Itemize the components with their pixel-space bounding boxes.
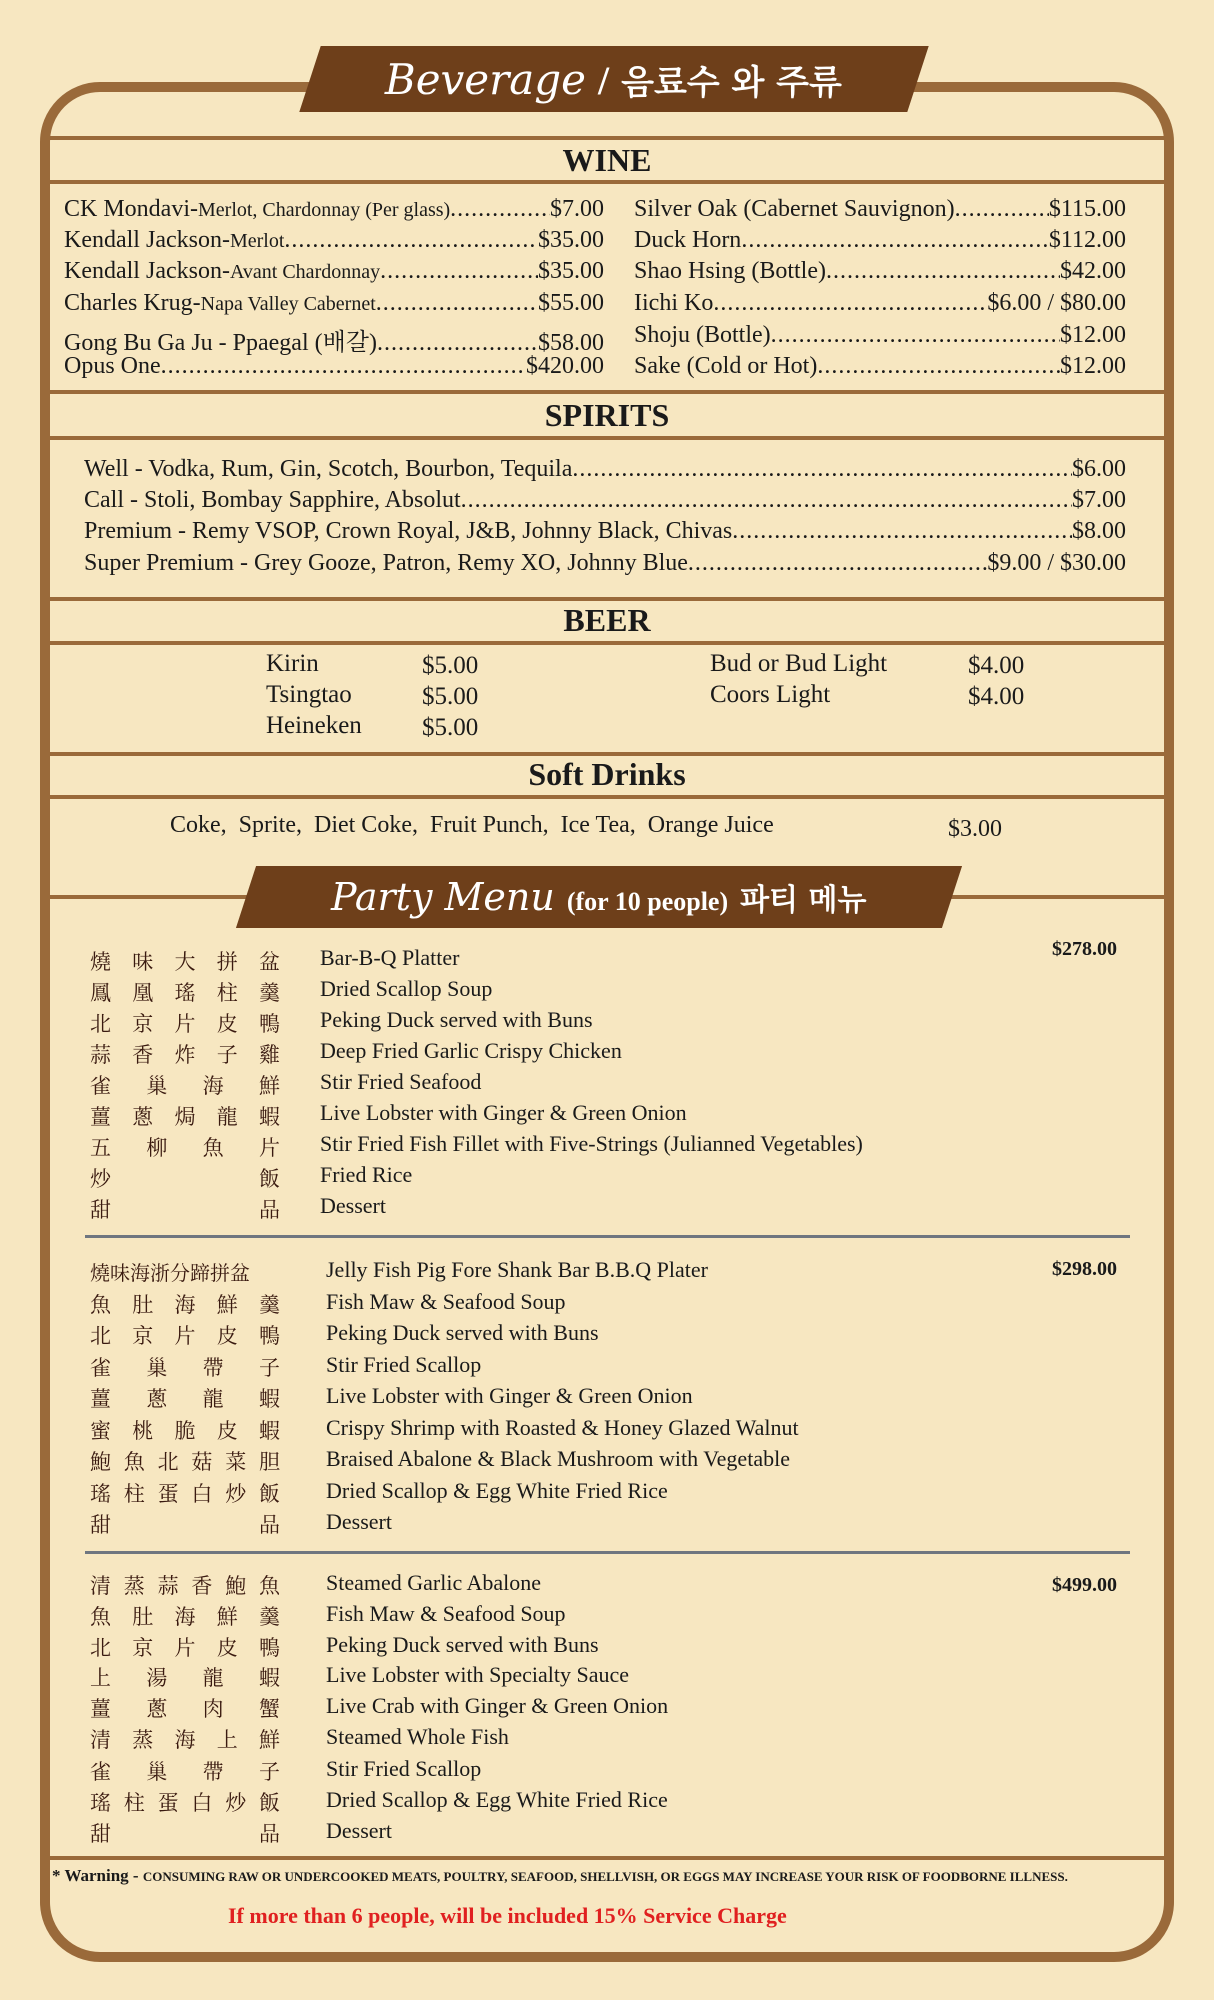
soft-drinks-list: Coke, Sprite, Diet Coke, Fruit Punch, Ice Tea, Orange Juice <box>170 812 774 838</box>
zh-char: 子 <box>258 1760 280 1784</box>
zh-char: 片 <box>174 1324 196 1348</box>
party-item-zh <box>90 1446 280 1476</box>
party-item-en: Live Lobster with Ginger & Green Onion <box>326 1383 693 1408</box>
party-title: Party Menu <box>331 875 556 919</box>
party-item-zh <box>90 1008 280 1038</box>
beer-price: $5.00 <box>422 652 479 679</box>
zh-char: 白 <box>191 1482 213 1506</box>
beer-price: $5.00 <box>422 714 479 741</box>
beer-heading: BEER <box>563 602 651 638</box>
wine-detail: Merlot <box>229 230 285 252</box>
leader-dots <box>380 258 538 285</box>
zh-char: 蒸 <box>132 1728 154 1752</box>
zh-char: 鴨 <box>259 1012 280 1036</box>
spirit-name: Call - Stoli, Bombay Sapphire, Absolut <box>84 487 461 513</box>
zh-char: 雀 <box>90 1074 111 1098</box>
zh-char: 片 <box>174 1636 196 1660</box>
party-divider <box>85 1235 1130 1238</box>
soft-drinks-heading: Soft Drinks <box>528 756 686 792</box>
wine-price: $7.00 <box>550 196 604 222</box>
zh-char: 肉 <box>202 1697 224 1721</box>
zh-char: 蒸 <box>123 1574 145 1598</box>
zh-char: 品 <box>259 1198 280 1222</box>
zh-char: 甜 <box>90 1513 111 1537</box>
zh-char: 盆 <box>259 950 280 974</box>
wine-name: Iichi Ko <box>634 290 714 316</box>
zh-char: 雞 <box>259 1043 280 1067</box>
beer-price: $5.00 <box>422 683 479 710</box>
wine-detail: Merlot, Chardonnay (Per glass) <box>198 199 451 221</box>
zh-char: 巢 <box>146 1356 168 1380</box>
zh-char: 菜 <box>225 1450 247 1474</box>
leader-dots <box>376 290 538 317</box>
party-item-en: Live Lobster with Ginger & Green Onion <box>320 1100 687 1125</box>
zh-char: 蟹 <box>258 1697 280 1721</box>
zh-char: 飯 <box>258 1482 280 1506</box>
wine-price: $12.00 <box>1060 322 1126 348</box>
party-item-zh <box>90 1787 280 1817</box>
zh-char: 香 <box>132 1043 154 1067</box>
party-divider <box>85 1551 1130 1554</box>
spirit-name: Super Premium - Grey Gooze, Patron, Remy XO, Johnny Blue <box>84 550 688 576</box>
party-item-en: Fried Rice <box>320 1162 413 1187</box>
party-item-zh <box>90 1724 280 1754</box>
party-item-en: Peking Duck served with Buns <box>326 1632 599 1657</box>
party-item-zh <box>90 1601 280 1631</box>
party-item-zh <box>90 1693 280 1723</box>
party-set-price: $499.00 <box>1052 1574 1117 1596</box>
zh-char: 焗 <box>174 1105 196 1129</box>
wine-item <box>634 322 1126 353</box>
wine-item <box>634 353 1126 384</box>
party-item-zh <box>90 1194 280 1224</box>
zh-char: 鮮 <box>259 1728 280 1752</box>
zh-char: 味 <box>132 950 154 974</box>
spirit-item <box>84 487 1126 518</box>
zh-char: 上 <box>216 1728 238 1752</box>
zh-char: 鮑 <box>90 1450 111 1474</box>
zh-char: 炒 <box>225 1791 247 1815</box>
zh-char: 白 <box>191 1791 213 1815</box>
party-item-en: Deep Fried Garlic Crispy Chicken <box>320 1038 622 1063</box>
leader-dots <box>741 227 1049 254</box>
zh-char: 薑 <box>90 1697 111 1721</box>
beverage-slash: / <box>598 57 610 103</box>
party-set-price: $278.00 <box>1052 938 1117 960</box>
zh-char: 皮 <box>216 1636 238 1660</box>
zh-char: 魚 <box>123 1450 145 1474</box>
zh-char: 雀 <box>90 1760 111 1784</box>
leader-dots <box>572 456 1072 483</box>
party-item-en: Dried Scallop & Egg White Fried Rice <box>326 1787 668 1812</box>
beer-name: Coors Light <box>710 681 831 708</box>
wine-item <box>64 322 604 356</box>
zh-char: 皮 <box>216 1012 238 1036</box>
zh-char: 羹 <box>259 1293 280 1317</box>
zh-char: 薑 <box>90 1105 111 1129</box>
party-item-zh <box>90 1039 280 1069</box>
wine-top-line <box>50 136 1164 140</box>
wine-name: Kendall Jackson- <box>64 258 230 284</box>
zh-char: 瑤 <box>90 1791 111 1815</box>
party-item-zh <box>90 1163 280 1193</box>
zh-char: 北 <box>90 1324 111 1348</box>
zh-char: 燒 <box>90 950 111 974</box>
spirits-top-line <box>50 390 1164 394</box>
zh-char: 菇 <box>191 1450 213 1474</box>
wine-price: $12.00 <box>1060 353 1126 379</box>
zh-char: 胆 <box>258 1450 280 1474</box>
zh-char: 海 <box>174 1293 196 1317</box>
zh-char: 柳 <box>146 1136 168 1160</box>
zh-char: 京 <box>132 1324 154 1348</box>
zh-char: 品 <box>259 1513 280 1537</box>
zh-char: 鮮 <box>258 1074 280 1098</box>
zh-char: 甜 <box>90 1822 111 1846</box>
wine-bottom-line <box>50 180 1164 184</box>
zh-char: 蔥 <box>132 1105 154 1129</box>
wine-detail: Avant Chardonnay <box>229 261 381 283</box>
wine-name: Shao Hsing (Bottle) <box>634 258 826 284</box>
zh-char: 品 <box>259 1822 280 1846</box>
soft-drinks-bottom-line <box>50 795 1164 799</box>
party-item-en: Stir Fried Seafood <box>320 1069 482 1094</box>
zh-char: 柱 <box>216 981 238 1005</box>
zh-char: 湯 <box>146 1666 168 1690</box>
party-item-en: Live Lobster with Specialty Sauce <box>326 1662 630 1687</box>
beverage-banner <box>299 46 928 112</box>
party-item-en: Jelly Fish Pig Fore Shank Bar B.B.Q Plater <box>326 1257 708 1282</box>
party-item-en: Dessert <box>326 1818 392 1843</box>
wine-name: Sake (Cold or Hot) <box>634 353 818 379</box>
zh-char: 魚 <box>90 1293 111 1317</box>
spirit-price: $7.00 <box>1072 487 1126 513</box>
party-item-en: Fish Maw & Seafood Soup <box>326 1289 566 1314</box>
zh-char: 蝦 <box>258 1666 280 1690</box>
zh-char: 鴨 <box>259 1324 280 1348</box>
beer-top-line <box>50 597 1164 601</box>
wine-item <box>634 258 1126 289</box>
party-item-zh <box>90 1415 280 1445</box>
zh-char: 蜜 <box>90 1419 111 1443</box>
zh-char: 羹 <box>259 981 280 1005</box>
wine-price: $115.00 <box>1048 196 1126 222</box>
zh-char: 蔥 <box>146 1387 168 1411</box>
food-warning <box>52 1866 1068 1886</box>
wine-price: $420.00 <box>526 353 604 379</box>
party-item-en: Fish Maw & Seafood Soup <box>326 1601 566 1626</box>
party-item-zh <box>90 1478 280 1508</box>
party-item-en: Dried Scallop Soup <box>320 976 493 1001</box>
party-item-en: Dried Scallop & Egg White Fried Rice <box>326 1478 668 1503</box>
wine-name: Silver Oak (Cabernet Sauvignon) <box>634 196 955 222</box>
zh-char: 香 <box>191 1574 213 1598</box>
zh-char: 羹 <box>259 1605 280 1629</box>
service-charge-note: If more than 6 people, will be included 15% Service Charge <box>228 1903 787 1928</box>
party-item-en: Peking Duck served with Buns <box>320 1007 593 1032</box>
beer-price: $4.00 <box>968 683 1025 710</box>
wine-heading: WINE <box>562 142 652 178</box>
zh-char: 蒜 <box>90 1043 111 1067</box>
party-item-zh <box>90 1383 280 1413</box>
zh-char: 魚 <box>258 1574 280 1598</box>
beer-name: Tsingtao <box>266 681 352 708</box>
wine-item <box>634 227 1126 258</box>
wine-item <box>634 196 1126 227</box>
zh-char: 五 <box>90 1136 111 1160</box>
zh-char: 京 <box>132 1636 154 1660</box>
party-item-en: Crispy Shrimp with Roasted & Honey Glazed Walnut <box>326 1415 799 1440</box>
wine-name: Opus One <box>64 353 161 379</box>
zh-char: 蛋 <box>157 1791 179 1815</box>
zh-char: 巢 <box>146 1760 168 1784</box>
party-item-en: Peking Duck served with Buns <box>326 1320 599 1345</box>
wine-price: $55.00 <box>538 290 604 316</box>
party-item-zh <box>90 1818 280 1848</box>
wine-price: $42.00 <box>1060 258 1126 284</box>
party-item-zh: 燒味海浙分蹄拼盆 <box>90 1261 250 1285</box>
leader-dots <box>284 227 538 254</box>
zh-char: 龍 <box>202 1666 224 1690</box>
wine-detail: Napa Valley Cabernet <box>200 293 376 315</box>
zh-char: 柱 <box>123 1482 145 1506</box>
wine-item <box>64 196 604 227</box>
zh-char: 鮑 <box>225 1574 247 1598</box>
zh-char: 龍 <box>216 1105 238 1129</box>
zh-char: 薑 <box>90 1387 111 1411</box>
wine-price: $6.00 / $80.00 <box>987 290 1126 316</box>
spirit-name: Well - Vodka, Rum, Gin, Scotch, Bourbon, Tequila <box>84 456 573 482</box>
beer-name: Heineken <box>266 712 362 739</box>
beverage-title: Beverage <box>385 54 587 104</box>
zh-char: 凰 <box>132 981 154 1005</box>
spirit-price: $9.00 / $30.00 <box>987 550 1126 576</box>
zh-char: 北 <box>90 1012 111 1036</box>
zh-char: 飯 <box>259 1167 280 1191</box>
zh-char: 肚 <box>132 1293 154 1317</box>
spirits-bottom-line <box>50 436 1164 440</box>
wine-name: CK Mondavi- <box>64 196 198 222</box>
zh-char: 清 <box>90 1728 111 1752</box>
wine-price: $112.00 <box>1048 227 1126 253</box>
party-item-zh <box>90 1132 280 1162</box>
zh-char: 雀 <box>90 1356 111 1380</box>
party-item-zh <box>90 977 280 1007</box>
party-item-zh <box>90 1320 280 1350</box>
party-item-zh <box>90 1662 280 1692</box>
zh-char: 鮮 <box>216 1605 238 1629</box>
soft-drinks-price: $3.00 <box>948 816 1002 842</box>
party-item-zh <box>90 1352 280 1382</box>
wine-name: Gong Bu Ga Ju - Ppaegal (배갈) <box>64 330 377 356</box>
party-item-zh <box>90 1101 280 1131</box>
beer-name: Kirin <box>266 650 319 677</box>
party-banner <box>236 866 962 928</box>
zh-char: 蝦 <box>259 1419 280 1443</box>
zh-char: 京 <box>132 1012 154 1036</box>
party-item-en: Stir Fried Scallop <box>326 1756 482 1781</box>
warning-text: CONSUMING RAW OR UNDERCOOKED MEATS, POULTRY, SEAFOOD, SHELLVISH, OR EGGS MAY INCREASE YOUR RISK OF FOODBORNE ILLNESS. <box>142 1869 1068 1884</box>
leader-dots <box>826 258 1060 285</box>
wine-item <box>64 290 604 321</box>
zh-char: 龍 <box>202 1387 224 1411</box>
party-item-zh <box>90 1289 280 1319</box>
party-item-en: Steamed Garlic Abalone <box>326 1570 542 1595</box>
zh-char: 大 <box>174 950 196 974</box>
zh-char: 蝦 <box>259 1105 280 1129</box>
leader-dots <box>955 196 1049 223</box>
party-item-en: Steamed Whole Fish <box>326 1724 509 1749</box>
zh-char: 鳳 <box>90 981 111 1005</box>
spirit-item <box>84 550 1126 581</box>
wine-price: $35.00 <box>538 227 604 253</box>
zh-char: 子 <box>216 1043 238 1067</box>
zh-char: 皮 <box>216 1324 238 1348</box>
zh-char: 帶 <box>202 1356 224 1380</box>
zh-char: 片 <box>174 1012 196 1036</box>
zh-char: 皮 <box>216 1419 238 1443</box>
wine-price: $35.00 <box>538 258 604 284</box>
spirit-price: $6.00 <box>1072 456 1126 482</box>
zh-char: 拼 <box>216 950 238 974</box>
party-item-en: Dessert <box>326 1509 392 1534</box>
party-item-en: Live Crab with Ginger & Green Onion <box>326 1693 669 1718</box>
zh-char: 甜 <box>90 1198 111 1222</box>
wine-name: Shoju (Bottle) <box>634 322 771 348</box>
party-item-en: Stir Fried Scallop <box>326 1352 482 1377</box>
zh-char: 瑤 <box>174 981 196 1005</box>
wine-name: Kendall Jackson- <box>64 227 230 253</box>
zh-char: 炸 <box>174 1043 196 1067</box>
zh-char: 飯 <box>258 1791 280 1815</box>
party-set-price: $298.00 <box>1052 1258 1117 1280</box>
zh-char: 肚 <box>132 1605 154 1629</box>
beer-price: $4.00 <box>968 652 1025 679</box>
party-item-zh <box>90 1756 280 1786</box>
party-item-zh <box>90 1070 280 1100</box>
spirit-item <box>84 518 1126 549</box>
beer-name: Bud or Bud Light <box>710 650 888 677</box>
party-item-zh <box>90 1570 280 1600</box>
zh-char: 蒜 <box>157 1574 179 1598</box>
party-item-en: Braised Abalone & Black Mushroom with Vegetable <box>326 1446 790 1471</box>
leader-dots <box>461 487 1072 514</box>
spirit-item <box>84 456 1126 487</box>
party-korean: 파티 메뉴 <box>740 883 867 918</box>
party-item-en: Bar-B-Q Platter <box>320 945 460 970</box>
leader-dots <box>450 196 550 223</box>
wine-item <box>64 227 604 258</box>
zh-char: 鮮 <box>216 1293 238 1317</box>
party-item-zh <box>90 1509 280 1539</box>
spirit-name: Premium - Remy VSOP, Crown Royal, J&B, Johnny Black, Chivas <box>84 518 733 544</box>
leader-dots <box>161 353 526 380</box>
zh-char: 炒 <box>90 1167 111 1191</box>
zh-char: 瑤 <box>90 1482 111 1506</box>
party-item-en: Stir Fried Fish Fillet with Five-Strings (Julianned Vegetables) <box>320 1131 863 1156</box>
leader-dots <box>771 322 1060 349</box>
zh-char: 柱 <box>123 1791 145 1815</box>
zh-char: 巢 <box>146 1074 168 1098</box>
zh-char: 片 <box>258 1136 280 1160</box>
spirits-heading: SPIRITS <box>544 397 670 433</box>
beverage-korean: 음료수 와 주류 <box>621 62 843 103</box>
zh-char: 帶 <box>202 1760 224 1784</box>
zh-char: 魚 <box>202 1136 224 1160</box>
leader-dots <box>732 518 1072 545</box>
zh-char: 北 <box>157 1450 179 1474</box>
party-item-zh <box>90 1632 280 1662</box>
leader-dots <box>713 290 987 317</box>
wine-item <box>64 258 604 289</box>
party-item-en: Dessert <box>320 1193 386 1218</box>
zh-char: 海 <box>202 1074 224 1098</box>
zh-char: 蝦 <box>258 1387 280 1411</box>
party-subtitle: (for 10 people) <box>567 887 729 916</box>
zh-char: 北 <box>90 1636 111 1660</box>
zh-char: 蔥 <box>146 1697 168 1721</box>
wine-item <box>634 290 1126 321</box>
beer-bottom-line <box>50 641 1164 645</box>
wine-item <box>64 353 604 384</box>
wine-name: Duck Horn <box>634 227 742 253</box>
zh-char: 蛋 <box>157 1482 179 1506</box>
footer-line <box>50 1856 1164 1860</box>
zh-char: 魚 <box>90 1605 111 1629</box>
zh-char: 子 <box>258 1356 280 1380</box>
zh-char: 上 <box>90 1666 111 1690</box>
wine-name: Charles Krug- <box>64 290 201 316</box>
zh-char: 炒 <box>225 1482 247 1506</box>
leader-dots <box>688 550 987 577</box>
warning-prefix: * Warning - <box>52 1866 143 1885</box>
zh-char: 海 <box>174 1605 196 1629</box>
zh-char: 脆 <box>174 1419 196 1443</box>
wine-price: $58.00 <box>538 330 604 356</box>
zh-char: 清 <box>90 1574 111 1598</box>
zh-char: 鴨 <box>259 1636 280 1660</box>
leader-dots <box>817 353 1060 380</box>
party-item-zh <box>90 946 280 976</box>
zh-char: 桃 <box>132 1419 154 1443</box>
zh-char: 海 <box>174 1728 196 1752</box>
spirit-price: $8.00 <box>1072 518 1126 544</box>
